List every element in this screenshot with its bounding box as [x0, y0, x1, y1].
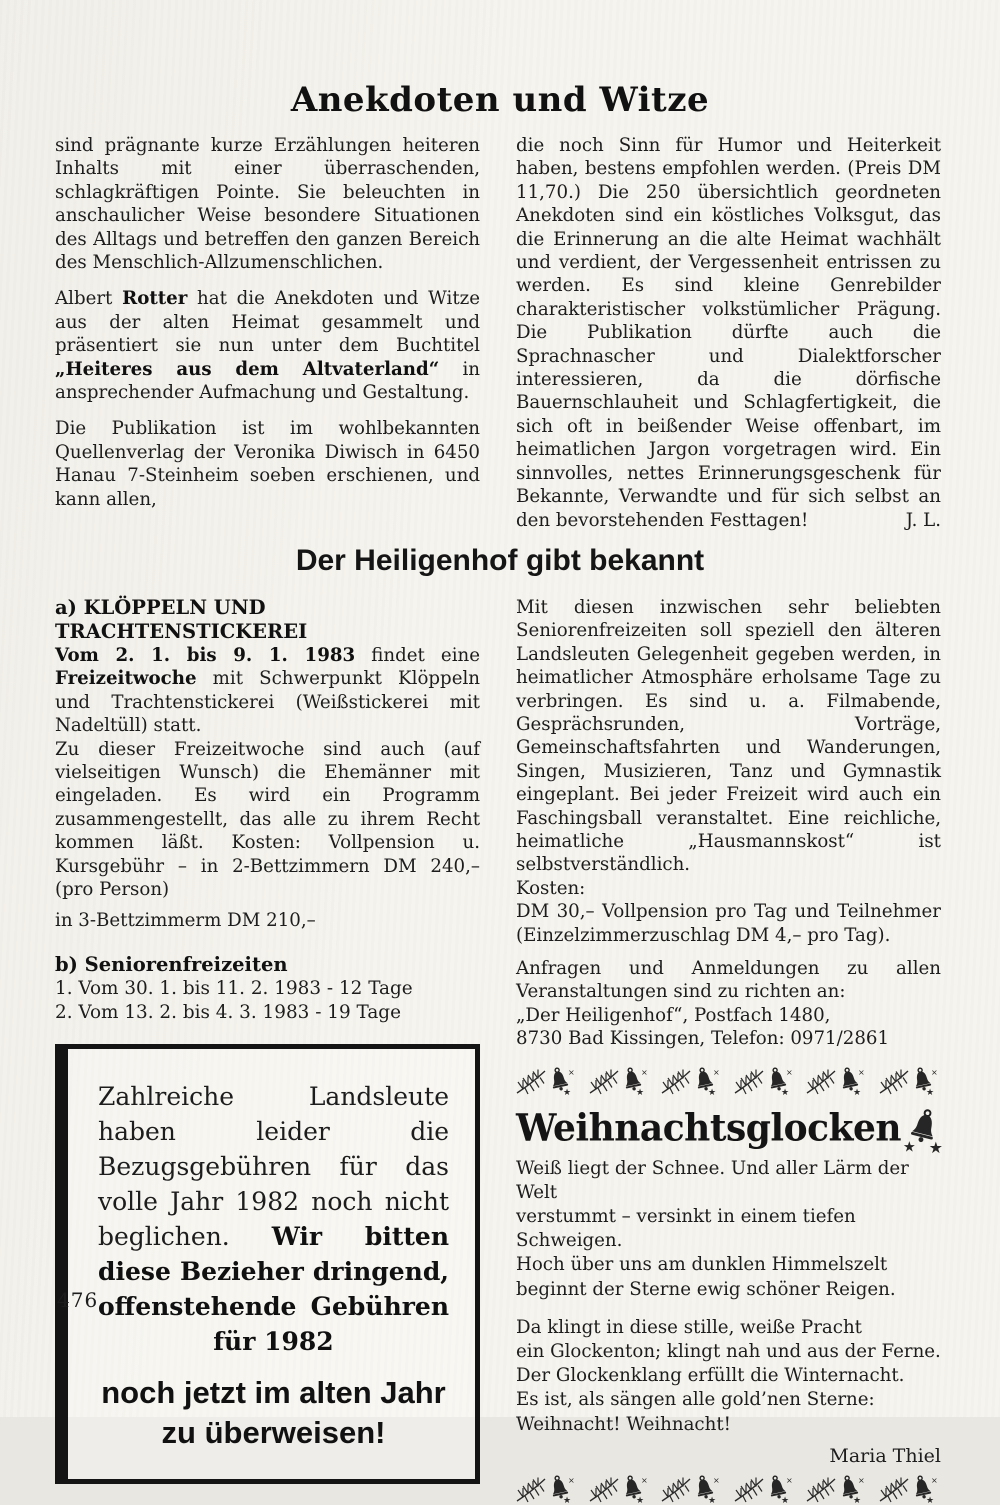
bell-and-fir-branch-ornament-icon	[806, 1474, 868, 1504]
bold-book-title: „Heiteres aus dem Altvaterland“	[55, 358, 440, 380]
bell-and-fir-branch-ornament-icon	[589, 1474, 651, 1504]
poem-stanza-2	[516, 1316, 941, 1437]
page-number: 476	[57, 1288, 99, 1312]
paragraph	[55, 287, 480, 404]
bold-notice-segment: Wir bitten diese Bezieher dringend, offenstehende Gebühren für 1982	[98, 1221, 449, 1356]
notice-big-line: noch jetzt im alten Jahr	[101, 1374, 446, 1410]
article-heiligenhof-title: Der Heiligenhof gibt bekannt	[295, 543, 705, 577]
poem-line: Hoch über uns am dunklen Himmelszelt	[516, 1254, 888, 1276]
paragraph	[55, 644, 480, 738]
payment-notice-box	[55, 1044, 480, 1484]
svg-text:★: ★	[928, 1137, 943, 1157]
list-item: 2. Vom 13. 2. bis 4. 3. 1983 - 19 Tage	[55, 1002, 401, 1024]
bell-and-fir-branch-ornament-icon	[879, 1066, 941, 1096]
bell-and-fir-branch-ornament-icon	[661, 1474, 723, 1504]
bell-and-fir-branch-ornament-icon	[734, 1066, 796, 1096]
svg-text:★: ★	[902, 1139, 916, 1156]
text-segment: in ansprechender Aufmachung und Gestaltung.	[55, 358, 480, 404]
poem-line: Weiß liegt der Schnee. Und aller Lärm der Welt	[516, 1157, 909, 1203]
address-line: 8730 Bad Kissingen, Telefon: 0971/2861	[516, 1028, 890, 1050]
poem-line: Der Glockenklang erfüllt die Winternacht.	[516, 1365, 905, 1387]
poem-line: beginnt der Sterne ewig schöner Reigen.	[516, 1278, 896, 1300]
paragraph: Zu dieser Freizeitwoche sind auch (auf vielseitigen Wunsch) die Ehemänner mit eingeladen. Es wird ein Programm zusammengestellt, das alle zu ihrem Recht kommen läßt. Kosten: Vollpension u. Kursgebühr – in 2-Bettzimmern DM 240,– (pro Person)	[55, 738, 480, 900]
kosten-label: Kosten:	[516, 877, 586, 899]
text-segment: Zahlreiche Landsleute haben leider die Bezugsgebühren für das volle Jahr 1982 noch nicht beglichen.	[98, 1081, 449, 1251]
anekdoten-left-column	[55, 134, 480, 532]
paragraph: Die Publikation ist im wohlbekannten Quellenverlag der Veronika Diwisch in 6450 Hanau 7-Steinheim soeben erschienen, und kann allen,	[55, 418, 480, 510]
poem-title: Weihnachtsglocken	[516, 1105, 902, 1150]
price-line: in 3-Bettzimmerm DM 210,–	[55, 910, 316, 932]
bell-and-fir-branch-ornament-icon	[734, 1474, 796, 1504]
section-b-heading: b) Seniorenfreizeiten	[55, 952, 288, 976]
text-segment: Albert	[55, 288, 123, 310]
bell-and-fir-branch-ornament-icon	[879, 1474, 941, 1504]
bell-and-fir-branch-ornament-icon	[661, 1066, 723, 1096]
poem-author: Maria Thiel	[829, 1444, 941, 1467]
paragraph: Anfragen und Anmeldungen zu allen Veranstaltungen sind zu richten an:	[516, 958, 941, 1003]
kosten-text: DM 30,– Vollpension pro Tag und Teilnehmer (Einzelzimmerzuschlag DM 4,– pro Tag).	[516, 901, 941, 946]
christmas-bell-icon	[901, 1107, 945, 1157]
section-a-heading-line2: TRACHTENSTICKEREI	[55, 619, 308, 643]
poem-line: Da klingt in diese stille, weiße Pracht	[516, 1316, 862, 1338]
list-item: 1. Vom 30. 1. bis 11. 2. 1983 - 12 Tage	[55, 977, 413, 999]
notice-big-line: zu überweisen!	[161, 1414, 386, 1450]
christmas-ornament-border-top	[516, 1065, 941, 1097]
bell-and-fir-branch-ornament-icon	[806, 1066, 868, 1096]
bold-name-rotter: Rotter	[122, 288, 188, 310]
poem-line: ein Glockenton; klingt nah und aus der Ferne.	[516, 1341, 941, 1363]
poem-title-row	[516, 1105, 943, 1157]
text-segment: hat die Anekdoten und Witze aus der alten Heimat gesammelt und präsentiert sie nun unter dem Buchtitel	[55, 288, 480, 357]
poem-line: Weihnacht! Weihnacht!	[516, 1413, 731, 1435]
christmas-ornament-border-bottom	[516, 1473, 941, 1505]
notice-paragraph	[98, 1079, 449, 1359]
section-a-heading-line1: a) KLÖPPELN UND	[55, 595, 266, 619]
bold-date-range: Vom 2. 1. bis 9. 1. 1983	[55, 644, 356, 666]
text-segment: mit Schwerpunkt Klöppeln und Trachtenstickerei (Weißstickerei mit Nadeltüll) statt.	[55, 668, 480, 737]
heiligenhof-left-column	[55, 596, 480, 1505]
paragraph: Mit diesen inzwischen sehr beliebten Seniorenfreizeiten soll speziell den älteren Landsleuten Gelegenheit gegeben werden, in heimatlicher Atmosphäre erholsame Tage zu verbringen. Es sind u. a. Filmabende, Gesprächsrunden, Vorträge, Gemeinschaftsfahrten und Wanderungen, Singen, Musizieren, Tanz und Gymnastik eingeplant. Bei jeder Freizeit wird auch ein Faschingsball veranstaltet. Eine reichliche, heimatliche „Hausmannskost“ ist selbstverständlich.	[516, 596, 941, 876]
poem-stanza-1	[516, 1157, 941, 1302]
anekdoten-right-column	[516, 134, 941, 532]
article-anekdoten-columns	[55, 134, 945, 532]
bell-and-fir-branch-ornament-icon	[516, 1066, 578, 1096]
bell-and-fir-branch-ornament-icon	[516, 1474, 578, 1504]
paragraph	[516, 134, 941, 532]
address-line: „Der Heiligenhof“, Postfach 1480,	[516, 1004, 831, 1026]
bell-and-fir-branch-ornament-icon	[589, 1066, 651, 1096]
author-initials: J. L.	[905, 509, 941, 531]
text-segment: findet eine	[355, 644, 480, 666]
bold-freizeitwoche: Freizeitwoche	[55, 668, 197, 690]
text-segment: die noch Sinn für Humor und Heiterkeit haben, bestens empfohlen werden. (Preis DM 11,70.) Die 250 übersichtlich geordneten Anekdoten sind ein köstliches Volksgut, das die Erinnerung an die alte Heimat wachhält und verdient, der Vergessenheit entrissen zu werden. Es sind kleine Genrebilder charakteristischer volkstümlicher Prägung. Die Publikation dürfte auch die Sprachnascher und Dialektforscher interessieren, da die dörfische Bauernschlauheit und Schlagfertigkeit, die sich oft in beißender Weise offenbart, im heimatlichen Jargon vorgetragen wird. Ein sinnvolles, nettes Erinnerungsgeschenk für Bekannte, Verwandte und für sich selbst an den bevorstehenden Festtagen!	[516, 135, 941, 531]
poem-line: Es ist, als sängen alle gold’nen Sterne:	[516, 1389, 875, 1411]
heiligenhof-right-column	[516, 596, 941, 1505]
article-anekdoten-title: Anekdoten und Witze	[290, 80, 710, 120]
article-heiligenhof-columns	[55, 596, 945, 1505]
poem-line: verstummt – versinkt in einem tiefen Schweigen.	[516, 1206, 856, 1252]
paragraph: sind prägnante kurze Erzählungen heiteren Inhalts mit einer überraschenden, schlagkräftigen Pointe. Sie beleuchten in anschaulicher Weise besondere Situationen des Alltags und betreffen den ganzen Bereich des Menschlich-Allzumenschlichen.	[55, 135, 480, 274]
